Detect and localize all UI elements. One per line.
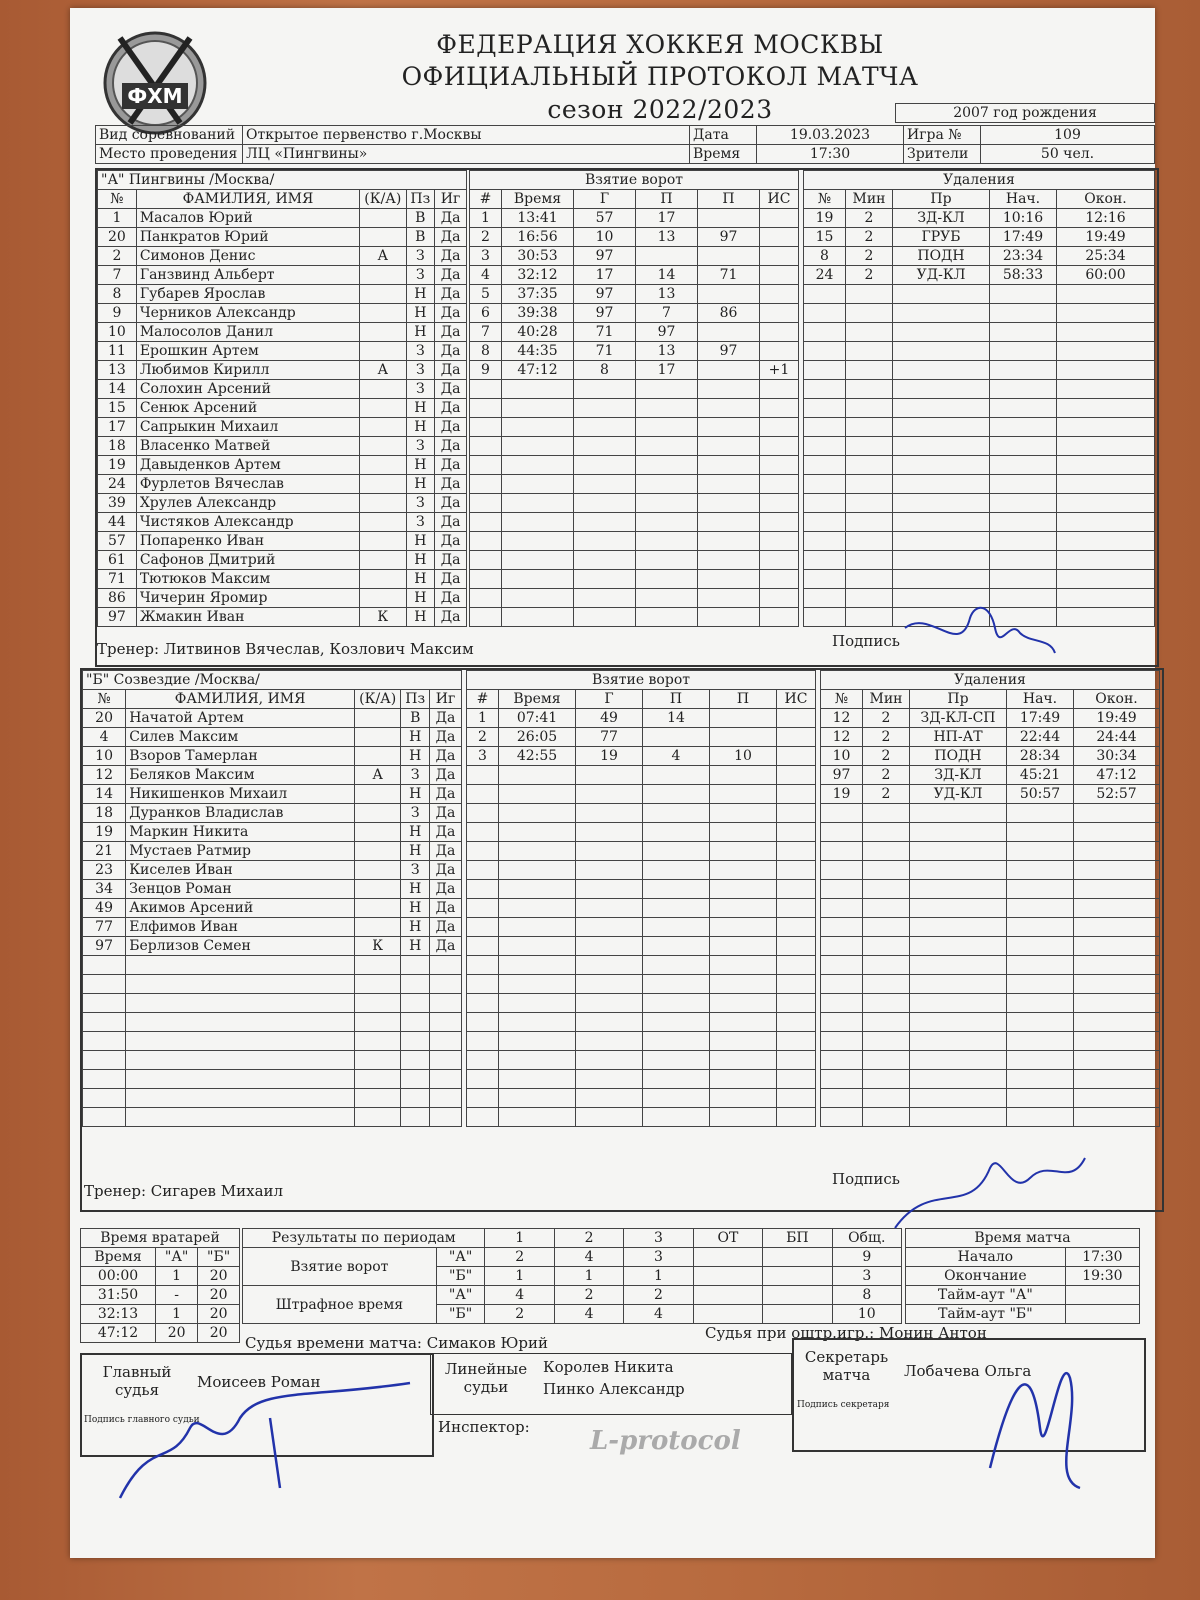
table-row [83,956,462,975]
table-row: 19 Маркин Никита Н Да [83,823,462,842]
table-row: 4 Силев Максим Н Да [83,728,462,747]
table-row [804,361,1155,380]
table-row: 15 Сенюк Арсений Н Да [98,399,467,418]
table-row [467,842,816,861]
l-protocol-watermark: L-protocol [590,1426,741,1456]
linesmen-box: Линейные судьи Королев Никита Пинко Александр [430,1353,792,1415]
table-row: 19 Давыденков Артем Н Да [98,456,467,475]
table-row: 9 47:12 8 17 +1 [470,361,799,380]
team-a-penalties: Удаления № Мин Пр Нач. Окон. 19 2 ЗД-КЛ 10:16 12:16 15 2 ГРУБ 17:49 19:49 8 2 ПОДН 23:34 25:34 24 2 УД-КЛ 58:33 60:00 [803,170,1155,627]
table-row [470,551,799,570]
table-row [804,475,1155,494]
table-row [804,399,1155,418]
table-row [470,418,799,437]
table-row [821,937,1160,956]
table-row [821,861,1160,880]
team-a-roster: "А" Пингвины /Москва/ № ФАМИЛИЯ, ИМЯ (К/А) Пз Иг 1 Масалов Юрий В Да 20 Панкратов Юрий В Да 2 Симонов Денис А З Да 7 Ганзвинд Альберт З Да 8 Губарев Ярослав Н Да 9 Черников Александр Н Да 10 Малосолов Данил Н Да 11 Ерошкин Артем З Да 13 Любимов Кирилл А З Да 14 Солохин Арсений З Да 15 Сенюк Арсений Н Да 17 Сапрыкин Михаил Н Да 18 Власенко Матвей З Да 19 Давыденков Артем Н Да 24 Фурлетов Вячеслав Н Да 39 Хрулев Александр З Да 44 Чистяков Александр З Да 57 Попаренко Иван Н Да 61 Сафонов Дмитрий Н Да 71 Тютюков Максим Н Да 86 Чичерин Яромир Н Да 97 Жмакин Иван К Н Да [97,170,467,627]
protocol-title: ОФИЦИАЛЬНЫЙ ПРОТОКОЛ МАТЧА [401,62,919,91]
match-time-table: Время матча Начало 17:30 Окончание 19:30 Тайм-аут "А" Тайм-аут "Б" [905,1228,1140,1324]
table-row [467,975,816,994]
linesman-1: Королев Никита [543,1358,674,1376]
table-row: 39 Хрулев Александр З Да [98,494,467,513]
table-row: 9 Черников Александр Н Да [98,304,467,323]
table-row: 97 2 ЗД-КЛ 45:21 47:12 [821,766,1160,785]
team-a-name: "А" Пингвины /Москва/ [98,171,467,190]
main-referee-name: Моисеев Роман [197,1373,321,1391]
table-row: 3 42:55 19 4 10 [467,747,816,766]
table-row [83,1070,462,1089]
table-row [804,608,1155,627]
team-b-penalties: Удаления № Мин Пр Нач. Окон. 12 2 ЗД-КЛ-СП 17:49 19:49 12 2 НП-АТ 22:44 24:44 10 2 ПОДН 28:34 30:34 97 2 ЗД-КЛ 45:21 47:12 19 2 УД-КЛ 50:57 52:57 [820,670,1160,1127]
table-row [467,1032,816,1051]
timekeeper: Судья времени матча: Симаков Юрий [245,1334,548,1352]
table-row: 18 Дуранков Владислав З Да [83,804,462,823]
fhm-logo-icon [100,28,210,138]
table-row [83,1013,462,1032]
table-row: 7 Ганзвинд Альберт З Да [98,266,467,285]
table-row: 61 Сафонов Дмитрий Н Да [98,551,467,570]
season-title: сезон 2022/2023 [547,95,773,124]
table-row: 2 Симонов Денис А З Да [98,247,467,266]
table-row [467,880,816,899]
table-row [467,804,816,823]
table-row [470,456,799,475]
table-row [821,975,1160,994]
table-row [804,342,1155,361]
linesman-2: Пинко Александр [543,1380,685,1398]
svg-text:ФХМ: ФХМ [127,84,183,108]
table-row: 13 Любимов Кирилл А З Да [98,361,467,380]
period-results-table: Результаты по периодам 1 2 3 ОТ БП Общ. Взятие ворот "А" 2 4 3 9 "Б" 1 1 1 3 Штрафное время "А" 4 2 2 8 "Б" 2 4 4 10 [242,1228,902,1324]
protocol-sheet [70,8,1155,1558]
table-row: 12 2 НП-АТ 22:44 24:44 [821,728,1160,747]
team-b-section [80,668,1164,1212]
table-row: 19 2 УД-КЛ 50:57 52:57 [821,785,1160,804]
table-row [470,494,799,513]
table-row [821,823,1160,842]
table-row [804,304,1155,323]
table-row: 8 Губарев Ярослав Н Да [98,285,467,304]
table-row: 49 Акимов Арсений Н Да [83,899,462,918]
table-row [821,804,1160,823]
table-row [470,608,799,627]
table-row: 71 Тютюков Максим Н Да [98,570,467,589]
table-row [467,1108,816,1127]
table-row [467,994,816,1013]
table-row: 1 Масалов Юрий В Да [98,209,467,228]
table-row [804,323,1155,342]
team-a-sign-label: Подпись [832,632,900,650]
table-row [467,918,816,937]
table-row: 97 Берлизов Семен К Н Да [83,937,462,956]
table-row [821,1032,1160,1051]
table-row [804,380,1155,399]
table-row: 1 13:41 57 17 [470,209,799,228]
birth-year-box: 2007 год рождения [895,103,1155,123]
table-row [804,570,1155,589]
main-referee-box: Главный судья Моисеев Роман Подпись главного судьи [80,1353,434,1457]
table-row: 12 Беляков Максим А З Да [83,766,462,785]
table-row [821,1051,1160,1070]
table-row: 5 37:35 97 13 [470,285,799,304]
team-a-section [95,168,1159,667]
table-row: 6 39:38 97 7 86 [470,304,799,323]
table-row: 23 Киселев Иван З Да [83,861,462,880]
table-row: 18 Власенко Матвей З Да [98,437,467,456]
match-info-table: Вид соревнований Открытое первенство г.Москвы Дата 19.03.2023 Игра № 109 Место проведения ЛЦ «Пингвины» Время 17:30 Зрители 50 чел. [95,125,1155,164]
table-row [467,899,816,918]
secretary-name: Лобачева Ольга [904,1362,1032,1380]
team-a-goals: Взятие ворот # Время Г П П ИС 1 13:41 57 17 2 16:56 10 13 97 3 30:53 97 4 32:12 17 14 71 5 37:35 97 13 6 39:38 97 7 86 7 40:28 71 97 8 44:35 71 13 97 9 47:12 8 17 +1 [469,170,799,627]
table-row: 20 Начатой Артем В Да [83,709,462,728]
table-row [83,1108,462,1127]
table-row [804,285,1155,304]
table-row: 8 2 ПОДН 23:34 25:34 [804,247,1155,266]
penalty-judge: Судья при оштр.игр.: Монин Антон [705,1324,987,1342]
table-row: 12 2 ЗД-КЛ-СП 17:49 19:49 [821,709,1160,728]
table-row: 00:00 1 20 [81,1267,240,1286]
table-row: 10 Малосолов Данил Н Да [98,323,467,342]
table-row [470,437,799,456]
table-row [470,513,799,532]
table-row [804,437,1155,456]
table-row [470,399,799,418]
table-row [467,956,816,975]
table-row [467,937,816,956]
table-row [467,1089,816,1108]
table-row: 77 Елфимов Иван Н Да [83,918,462,937]
table-row: 32:13 1 20 [81,1305,240,1324]
table-row [821,918,1160,937]
team-a-coach: Тренер: Литвинов Вячеслав, Козлович Максим [97,640,474,658]
team-b-roster: "Б" Созвездие /Москва/ № ФАМИЛИЯ, ИМЯ (К/А) Пз Иг 20 Начатой Артем В Да 4 Силев Максим Н Да 10 Взоров Тамерлан Н Да 12 Беляков Максим А З Да 14 Никишенков Михаил Н Да 18 Дуранков Владислав З Да 19 Маркин Никита Н Да 21 Мустаев Ратмир Н Да 23 Киселев Иван З Да 34 Зенцов Роман Н Да 49 Акимов Арсений Н Да 77 Елфимов Иван Н Да 97 Берлизов Семен К Н Да [82,670,462,1127]
team-b-coach: Тренер: Сигарев Михаил [84,1182,284,1200]
table-row [470,475,799,494]
table-row: 10 2 ПОДН 28:34 30:34 [821,747,1160,766]
table-row: 4 32:12 17 14 71 [470,266,799,285]
team-b-goals: Взятие ворот # Время Г П П ИС 1 07:41 49 14 2 26:05 77 3 42:55 19 4 10 [466,670,816,1127]
inspector-label: Инспектор: [438,1418,530,1436]
table-row: 47:12 20 20 [81,1324,240,1343]
team-b-sign-label: Подпись [832,1170,900,1188]
table-row [821,1013,1160,1032]
table-row [821,842,1160,861]
table-row: 21 Мустаев Ратмир Н Да [83,842,462,861]
table-row [821,1108,1160,1127]
table-row: 86 Чичерин Яромир Н Да [98,589,467,608]
table-row: 17 Сапрыкин Михаил Н Да [98,418,467,437]
table-row [467,1013,816,1032]
table-row [83,1051,462,1070]
table-row [821,994,1160,1013]
table-row [804,589,1155,608]
table-row [467,1051,816,1070]
table-row: 3 30:53 97 [470,247,799,266]
table-row: 2 16:56 10 13 97 [470,228,799,247]
table-row [83,975,462,994]
table-row [804,418,1155,437]
table-row [804,494,1155,513]
table-row: 14 Никишенков Михаил Н Да [83,785,462,804]
table-row [821,956,1160,975]
team-b-name: "Б" Созвездие /Москва/ [83,671,462,690]
table-row [821,899,1160,918]
table-row: 10 Взоров Тамерлан Н Да [83,747,462,766]
table-row [804,551,1155,570]
table-row: 57 Попаренко Иван Н Да [98,532,467,551]
secretary-box: Секретарь матча Лобачева Ольга Подпись секретаря [792,1338,1146,1452]
table-row [821,880,1160,899]
table-row: 34 Зенцов Роман Н Да [83,880,462,899]
table-row [467,861,816,880]
table-row [467,823,816,842]
federation-title: ФЕДЕРАЦИЯ ХОККЕЯ МОСКВЫ [436,30,884,59]
table-row [470,570,799,589]
table-row [470,532,799,551]
table-row: 11 Ерошкин Артем З Да [98,342,467,361]
table-row [83,994,462,1013]
table-row [470,380,799,399]
table-row: 1 07:41 49 14 [467,709,816,728]
table-row [467,785,816,804]
table-row [467,1070,816,1089]
table-row: 15 2 ГРУБ 17:49 19:49 [804,228,1155,247]
table-row: 44 Чистяков Александр З Да [98,513,467,532]
table-row [821,1070,1160,1089]
table-row: 31:50 - 20 [81,1286,240,1305]
table-row: 20 Панкратов Юрий В Да [98,228,467,247]
table-row [804,513,1155,532]
table-row: 24 Фурлетов Вячеслав Н Да [98,475,467,494]
table-row [470,589,799,608]
table-row: 14 Солохин Арсений З Да [98,380,467,399]
table-row [804,456,1155,475]
table-row: 2 26:05 77 [467,728,816,747]
table-row [804,532,1155,551]
table-row: 19 2 ЗД-КЛ 10:16 12:16 [804,209,1155,228]
table-row [467,766,816,785]
table-row [83,1089,462,1108]
table-row: 7 40:28 71 97 [470,323,799,342]
table-row: 97 Жмакин Иван К Н Да [98,608,467,627]
goalie-time-table: Время вратарей Время "А" "Б" 00:00 1 20 31:50 - 20 32:13 1 20 47:12 20 20 [80,1228,240,1343]
table-row [83,1032,462,1051]
table-row: 24 2 УД-КЛ 58:33 60:00 [804,266,1155,285]
table-row [821,1089,1160,1108]
table-row: 8 44:35 71 13 97 [470,342,799,361]
